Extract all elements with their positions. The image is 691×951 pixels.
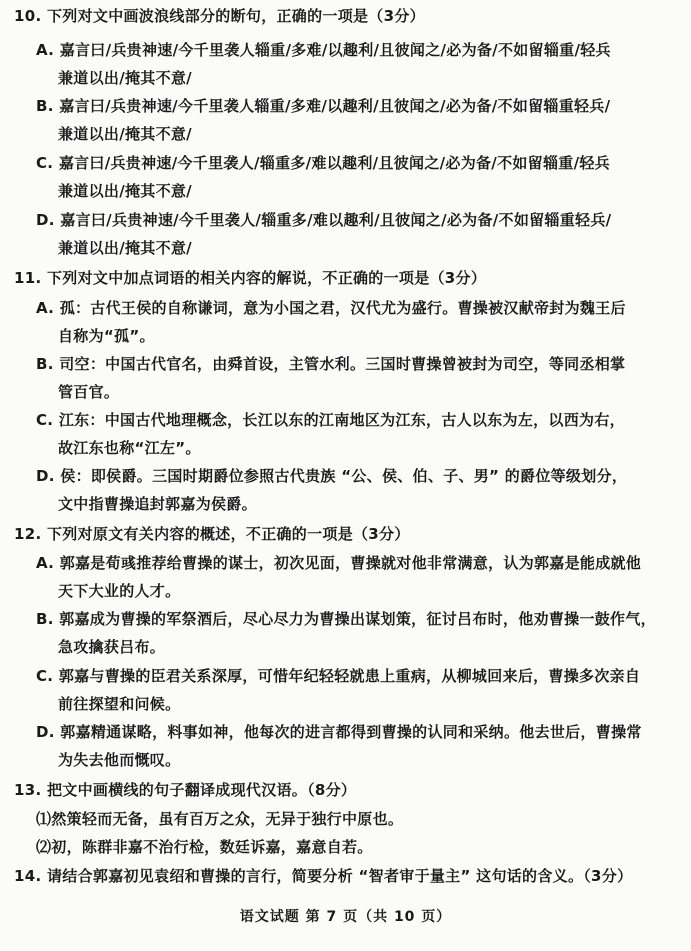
q10-option-a: A. 嘉言曰/兵贵神速/今千里袭人辎重/多难/以趣利/且彼闻之/必为备/不如留辎重/轻兵	[36, 41, 611, 59]
q14-stem: 14. 请结合郭嘉初见袁绍和曹操的言行，简要分析 “智者审于量主” 这句话的含义。（3分）	[14, 867, 633, 885]
q12-option-b: B. 郭嘉成为曹操的军祭酒后，尽心尽力为曹操出谋划策，征讨吕布时，他劝曹操一鼓作气，	[36, 610, 656, 628]
q11-option-b: B. 司空：中国古代官名，由舜首设，主管水利。三国时曹操曾被封为司空，等同丞相掌	[36, 355, 626, 373]
q10-option-b: B. 嘉言曰/兵贵神速/今千里袭人辎重/多难/以趣利/且彼闻之/必为备/不如留辎重轻兵/	[36, 97, 611, 115]
q10-option-c: C. 嘉言曰/兵贵神速/今千里袭人/辎重多/难以趣利/且彼闻之/必为备/不如留辎重/轻兵	[36, 154, 610, 172]
q13-sentence-2: ⑵初，陈群非嘉不治行检，数廷诉嘉，嘉意自若。	[36, 838, 373, 856]
q10-option-b-cont: 兼道以出/掩其不意/	[58, 125, 192, 143]
q11-option-b-cont: 管百官。	[58, 383, 120, 401]
q10-option-d-cont: 兼道以出/掩其不意/	[58, 239, 192, 257]
q10-option-d: D. 嘉言曰/兵贵神速/今千里袭人/辎重多/难以趣利/且彼闻之/必为备/不如留辎重轻兵/	[36, 211, 612, 229]
q11-option-d-cont: 文中指曹操追封郭嘉为侯爵。	[58, 495, 257, 513]
q12-option-d: D. 郭嘉精通谋略，料事如神，他每次的进言都得到曹操的认同和采纳。他去世后，曹操常	[36, 723, 642, 741]
q13-sentence-1: ⑴然策轻而无备，虽有百万之众，无异于独行中原也。	[36, 810, 404, 828]
q10-option-c-cont: 兼道以出/掩其不意/	[58, 182, 192, 200]
q11-option-d: D. 侯：即侯爵。三国时期爵位参照古代贵族 “公、侯、伯、子、男” 的爵位等级划分，	[36, 467, 628, 485]
q11-option-a-cont: 自称为“孤”。	[58, 327, 155, 345]
q12-option-c-cont: 前往探望和问候。	[58, 695, 181, 713]
q11-option-c: C. 江东：中国古代地理概念，长江以东的江南地区为江东，古人以东为左，以西为右，	[36, 411, 625, 429]
q12-option-c: C. 郭嘉与曹操的臣君关系深厚，可惜年纪轻轻就患上重病，从柳城回来后，曹操多次亲自	[36, 667, 641, 685]
q10-stem: 10. 下列对文中画波浪线部分的断句，正确的一项是（3分）	[14, 7, 425, 25]
q11-option-c-cont: 故江东也称“江左”。	[58, 439, 201, 457]
q12-option-a: A. 郭嘉是荀彧推荐给曹操的谋士，初次见面，曹操就对他非常满意，认为郭嘉是能成就他	[36, 554, 642, 572]
q13-stem: 13. 把文中画横线的句子翻译成现代汉语。（8分）	[14, 781, 357, 799]
q12-option-b-cont: 急攻擒获吕布。	[58, 638, 166, 656]
q11-stem: 11. 下列对文中加点词语的相关内容的解说，不正确的一项是（3分）	[14, 269, 487, 287]
q12-option-d-cont: 为失去他而慨叹。	[58, 751, 181, 769]
q10-option-a-cont: 兼道以出/掩其不意/	[58, 69, 192, 87]
q12-option-a-cont: 天下大业的人才。	[58, 582, 181, 600]
q11-option-a: A. 孤：古代王侯的自称谦词，意为小国之君，汉代尤为盛行。曹操被汉献帝封为魏王后	[36, 299, 626, 317]
q12-stem: 12. 下列对原文有关内容的概述，不正确的一项是（3分）	[14, 525, 410, 543]
page-footer: 语文试题 第 7 页（共 10 页）	[239, 909, 452, 925]
